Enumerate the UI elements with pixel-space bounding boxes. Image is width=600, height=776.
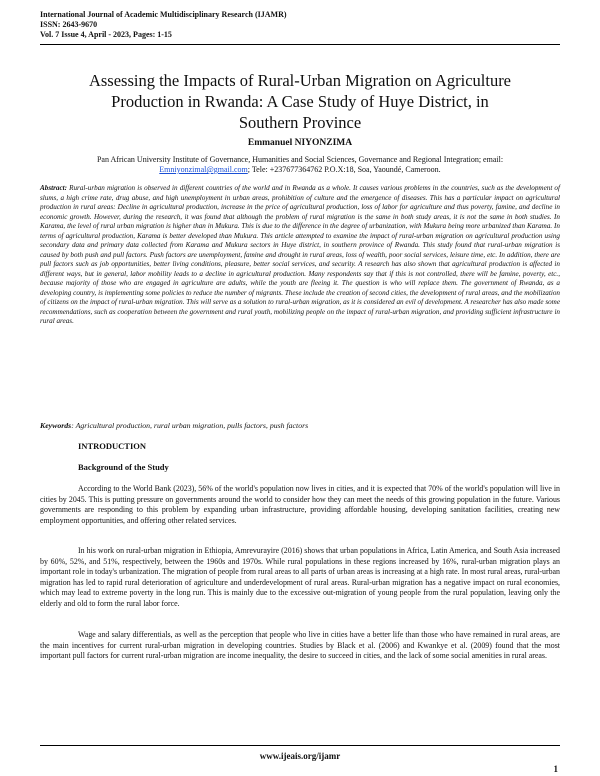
- author-name: Emmanuel NIYONZIMA: [247, 138, 353, 148]
- author-email-link[interactable]: Emniyonzimal@gmail.com: [159, 165, 248, 174]
- abstract-label: Abstract:: [40, 184, 67, 192]
- body-paragraph-2: In his work on rural-urban migration in Ethiopia, Amrevurayire (2016) shows that urban populations in Africa, Latin America, and South Asia increased by 60%, 52%, and 51%, respectively, between the 1960s and 1970s. While rural populations in these regions increased by 16%, rural-urban migration plays an important role in today's urbanization. The migration of people from rural areas to all parts of urban areas is increasing at a high rate. In most rural areas, rural-urban migration has led to rapid rural deterioration of agriculture and underdevelopment of rural areas. Rural-urban migration has a negative impact on rural economies, which may lead to extreme poverty in the long run. This is mainly due to the excessive out-migration of young people from the rural population, leaving only the elderly and old to form the rural labor force.: [40, 546, 560, 608]
- body-paragraph-3: Wage and salary differentials, as well as the perception that people who live in cities have a better life than those who have remained in rural areas, are the main incentives for current rural-urban migration in developing countries. Studies by Black et al. (2006) and Kwankye et al. (2009) found that the most important pull factors for current rural-urban migration are income inequality, the desire to succeed in cities, and the lack of some social amenities in rural areas.: [40, 630, 560, 661]
- title-line-1: Assessing the Impacts of Rural-Urban Migration on Agriculture: [88, 71, 512, 90]
- background-heading: Background of the Study: [78, 462, 169, 472]
- header-divider: [40, 44, 560, 45]
- title-line-3: Southern Province: [238, 113, 362, 132]
- page-number: 1: [553, 764, 558, 774]
- affiliation-text: Pan African University Institute of Governance, Humanities and Social Sciences, Governance and Regional Integration; email:: [96, 155, 504, 164]
- introduction-heading: INTRODUCTION: [78, 441, 147, 451]
- keywords: [40, 421, 560, 430]
- keywords-label: Keywords: [40, 421, 72, 430]
- footer-url-link[interactable]: www.ijeais.org/ijamr: [259, 751, 341, 761]
- journal-name: International Journal of Academic Multidisciplinary Research (IJAMR): [40, 10, 287, 19]
- abstract: [40, 184, 560, 327]
- journal-issn: ISSN: 2643-9670: [40, 20, 98, 29]
- journal-header: [40, 10, 287, 40]
- journal-volume-issue: Vol. 7 Issue 4, April - 2023, Pages: 1-15: [40, 30, 172, 39]
- paper-title: [40, 70, 560, 133]
- footer-divider: [40, 745, 560, 746]
- body-paragraph-1: According to the World Bank (2023), 56% of the world's population now lives in cities, and it is expected that 70% of the world's population will live in cities by 2045. This is putting pressure on governments around the world to consider how they can meet the needs of this growing population in the future. Various governments are responding to this problem by expanding urban infrastructure, providing affordable housing, developing sanitation facilities, creating new employment opportunities, and offering other related services.: [40, 484, 560, 525]
- keywords-text: : Agricultural production, rural urban migration, pulls factors, push factors: [71, 421, 309, 430]
- author-contact: ; Tele: +237677364762 P.O.X:18, Soa, Yaoundé, Cameroon.: [247, 165, 441, 174]
- author-affiliation: [40, 155, 560, 175]
- title-line-2: Production in Rwanda: A Case Study of Huye District, in: [111, 92, 489, 111]
- abstract-text: Rural-urban migration is observed in different countries of the world and in Rwanda as a whole. It causes various problems in the countries, such as the development of slums, a high crime rate, drug abuse, and high unemployment in urban areas, prohibition of culture and the emergence of diseases. This has a particular impact on agricultural production in rural areas: Decline in agricultural production, increase in the price of agricultural production, loss of labor for agriculture and thus poverty, famine, and decline in economic growth. However, during the research, it was found that although the problem of rural migration is the same in both study areas, it is not the same in both studies. In Karama, the level of rural urban migration is higher than in Mukura. This is due to the difference in the degree of urbanization, with Mukura being more urbanized than Karama. In terms of agricultural production, Karama is better developed than Mukura. This article attempted to examine the impact of rural-urban migration on agricultural production using secondary data and primary data collected from Karama and Mukura sectors in Huye district, in southern province of Rwanda. This study found that rural-urban migration is caused by both push and pull factors. Push factors are unemployment, famine and drought in rural areas, loss of wealth, poor social services, leisure time, etc. In addition, there are pull factors such as job opportunities, better living conditions, pleasure, better social services, and security. A research has also shown that agricultural production is affected in different ways, but in general, labor mobility leads to a decline in agricultural production. Many respondents say that if this is not controlled, there will be famine, poverty, etc., because majority of those who are engaged in agriculture are adults, while the youth are fleeing it. The question is who will replace them. The government of Rwanda, as a developing country, is implementing some policies to reduce the number of migrants. These include the creation of second cities, the development of rural areas, and the mobilization of citizens on the impact of rural-urban migration. This will serve as a solution to rural-urban migration, as it is considered an evil of development. A researcher has also made some recommendations, such as cooperation between the government and rural youth, mobilizing people on the impact of rural-urban migration, and providing sufficient infrastructure in rural areas.: [40, 184, 560, 325]
